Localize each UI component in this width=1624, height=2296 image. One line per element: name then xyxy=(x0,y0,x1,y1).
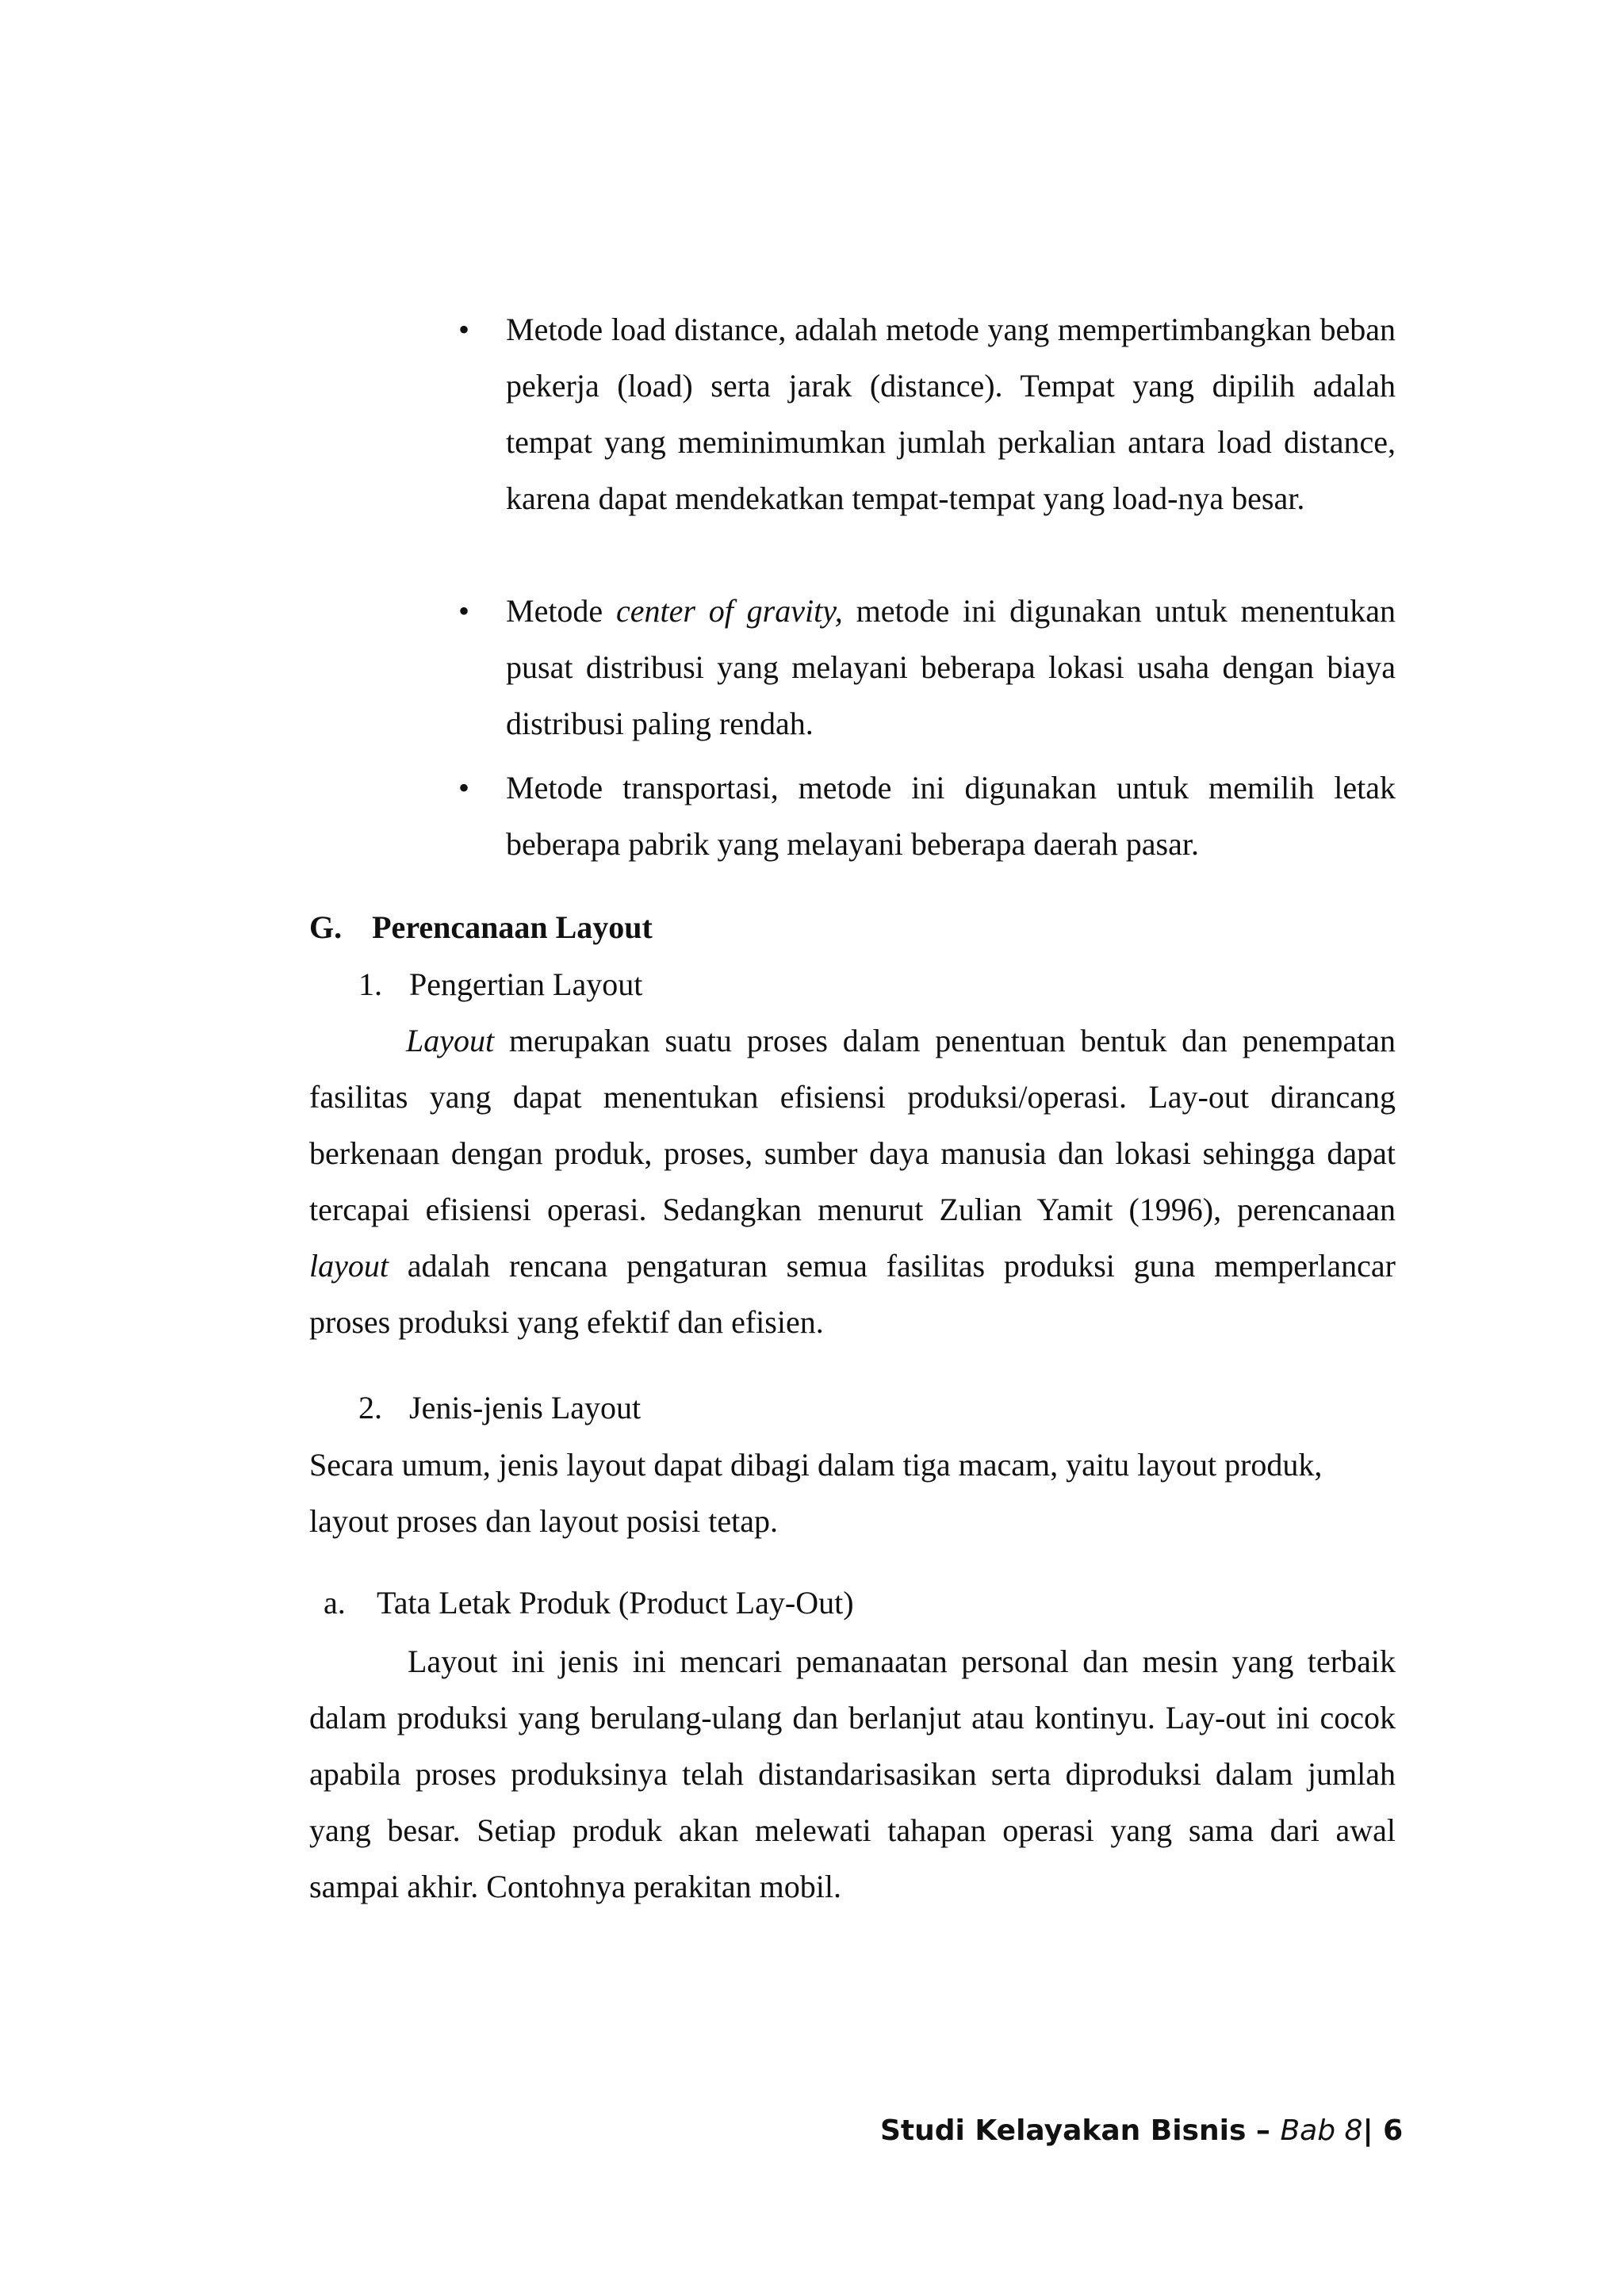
bullet-icon: • xyxy=(458,770,469,806)
sub-item-a xyxy=(324,1579,854,1627)
bullet-text: metode ini digunakan untuk menentukan pusat distribusi yang melayani beberapa lokasi usaha dengan biaya distribusi paling rendah. xyxy=(506,593,1396,741)
bullet-text-italic: center of gravity, xyxy=(616,593,843,629)
numbered-item-2 xyxy=(358,1384,641,1432)
numbered-item-1 xyxy=(358,961,642,1008)
bullet-icon: • xyxy=(458,593,469,629)
bullet-item-center-of-gravity xyxy=(506,583,1396,752)
item-number: 1. xyxy=(358,966,382,1002)
item-title: Jenis-jenis Layout xyxy=(409,1390,642,1425)
item-label: a. xyxy=(324,1585,346,1621)
bullet-icon: • xyxy=(458,312,469,347)
paragraph-product-layout xyxy=(309,1633,1396,1915)
bullet-item-transportasi xyxy=(506,760,1396,872)
para-text: Secara umum, jenis layout dapat dibagi dalam tiga macam, yaitu layout produk, layout proses dan layout posisi tetap. xyxy=(309,1447,1323,1539)
bullet-item-load-distance xyxy=(506,301,1396,526)
para-text: adalah rencana pengaturan semua fasilitas produksi guna memperlancar proses produksi yang efektif dan efisien. xyxy=(309,1248,1396,1340)
item-number: 2. xyxy=(358,1390,382,1425)
para-text: Layout ini jenis ini mencari pemanaatan personal dan mesin yang terbaik dalam produksi yang berulang-ulang dan berlanjut atau kontinyu. Lay-out ini cocok apabila proses produksinya telah distandarisasikan serta diproduksi dalam jumlah yang besar. Setiap produk akan melewati tahapan operasi yang sama dari awal sampai akhir. Contohnya perakitan mobil. xyxy=(309,1644,1396,1904)
bullet-text: Metode load distance, adalah metode yang mempertimbangkan beban pekerja (load) serta jarak (distance). Tempat yang dipilih adalah tempat yang meminimumkan jumlah perkalian antara load distance, karena dapat mendekatkan tempat-tempat yang load-nya besar. xyxy=(506,312,1396,516)
footer-separator: | xyxy=(1362,2114,1373,2147)
bullet-text: Metode transportasi, metode ini digunakan untuk memilih letak beberapa pabrik yang melayani beberapa daerah pasar. xyxy=(506,770,1396,862)
item-title: Tata Letak Produk (Product Lay-Out) xyxy=(377,1585,854,1621)
section-label: G. xyxy=(309,909,343,945)
paragraph-pengertian-layout xyxy=(309,1012,1396,1350)
para-italic: Layout xyxy=(406,1023,495,1058)
section-title: Perencanaan Layout xyxy=(372,909,653,945)
para-text: merupakan suatu proses dalam penentuan bentuk dan penempatan fasilitas yang dapat menentukan efisiensi produksi/operasi. Lay-out dirancang berkenaan dengan produk, proses, sumber daya manusia dan lokasi sehingga dapat tercapai efisiensi operasi. Sedangkan menurut Zulian Yamit (1996), perencanaan xyxy=(309,1023,1396,1227)
page-number: 6 xyxy=(1383,2114,1404,2147)
footer-chapter: Bab 8 xyxy=(1280,2114,1363,2147)
page-footer xyxy=(880,2111,1404,2151)
paragraph-jenis-layout xyxy=(309,1437,1364,1549)
footer-title: Studi Kelayakan Bisnis xyxy=(880,2114,1247,2147)
section-heading xyxy=(309,904,653,951)
para-italic: layout xyxy=(309,1248,389,1284)
footer-dash: – xyxy=(1255,2114,1270,2147)
item-title: Pengertian Layout xyxy=(409,966,643,1002)
bullet-text: Metode xyxy=(506,593,616,629)
